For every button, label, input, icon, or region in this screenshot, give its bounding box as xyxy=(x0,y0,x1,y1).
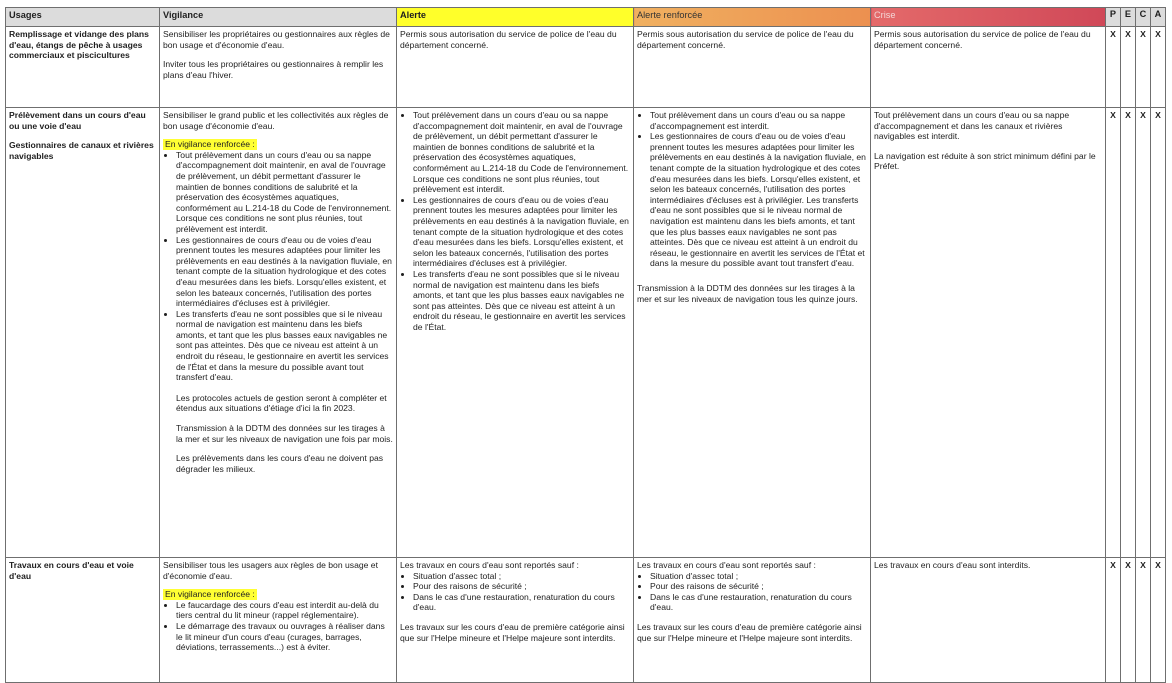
mark-c: X xyxy=(1136,108,1151,558)
paragraph: Les travaux sur les cours d'eau de première catégorie ainsi que sur l'Helpe mineure et l'Helpe majeure sont interdits. xyxy=(637,621,862,643)
header-p: P xyxy=(1106,8,1121,27)
paragraph: Les travaux sur les cours d'eau de première catégorie ainsi que sur l'Helpe mineure et l'Helpe majeure sont interdits. xyxy=(400,621,625,643)
list-item: • Pour des raisons de sécurité ; xyxy=(650,581,867,592)
usage-cell xyxy=(6,108,160,558)
vigilance-cell xyxy=(160,27,397,108)
highlighted-heading: En vigilance renforcée : xyxy=(165,139,255,150)
bullet-list xyxy=(637,110,867,269)
header-alerte: Alerte xyxy=(397,8,634,27)
mark-c: X xyxy=(1136,27,1151,108)
crise-cell xyxy=(871,108,1106,558)
list-item: • Situation d'assec total ; xyxy=(413,571,630,582)
paragraph: Sensibiliser le grand public et les collectivités aux règles de bon usage d'économie d'eau. xyxy=(163,110,389,131)
mark-c: X xyxy=(1136,558,1151,683)
bullet-list xyxy=(400,110,630,332)
list-item: • Les transferts d'eau ne sont possibles que si le niveau normal de navigation est maintenu dans les biefs amonts, et tant que les plus basses eaux navigables ne sont pas atteintes. Dès que ce niveau est atteint à un endroit du réseau, le gestionnaire en avertit les services de l'État et dans la mesure du possible avant tout transfert d'eau. xyxy=(176,309,393,383)
alerte-cell xyxy=(397,558,634,683)
header-alerte-renforcee: Alerte renforcée xyxy=(634,8,871,27)
list-item: • Pour des raisons de sécurité ; xyxy=(413,581,630,592)
header-vigilance: Vigilance xyxy=(160,8,397,27)
list-item: • Les gestionnaires de cours d'eau ou de voies d'eau prennent toutes les mesures adaptées pour limiter les prélèvements en eau destinés à la navigation fluviale, en tenant compte de la situation hydrologique et des cotes d'eau mesurées dans les biefs. Lorsqu'elles existent, et selon les bateaux concernés, l'utilisation des portes intermédiaires d'écluses est à privilégier. xyxy=(413,195,630,269)
crise-cell: Les travaux en cours d'eau sont interdits. xyxy=(871,558,1106,683)
usage-title: Gestionnaires de canaux et rivières navigables xyxy=(9,140,154,161)
restrictions-table xyxy=(5,7,1166,683)
paragraph: Les prélèvements dans les cours d'eau ne doivent pas dégrader les milieux. xyxy=(176,453,384,474)
alerte-cell xyxy=(397,108,634,558)
alerte-renforcee-cell xyxy=(634,108,871,558)
list-item: • Les transferts d'eau ne sont possibles que si le niveau normal de navigation est maintenu dans les biefs amonts, et tant que les plus basses eaux navigables ne sont pas atteintes. Dès que ce niveau est atteint à un endroit du réseau, le gestionnaire en avertit les services de l'État. xyxy=(413,269,630,333)
paragraph: Tout prélèvement dans un cours d'eau ou sa nappe d'accompagnement et dans les canaux et rivières navigables est interdit. xyxy=(874,110,1070,142)
mark-e: X xyxy=(1121,108,1136,558)
paragraph: Transmission à la DDTM des données sur les tirages à la mer et sur les niveaux de navigation une fois par mois. xyxy=(176,423,393,444)
header-usages: Usages xyxy=(6,8,160,27)
table-row xyxy=(6,27,1166,108)
table-row xyxy=(6,558,1166,683)
paragraph: Transmission à la DDTM des données sur les tirages à la mer et sur les niveaux de navigation tous les quinze jours. xyxy=(637,282,858,304)
highlighted-heading: En vigilance renforcée : xyxy=(165,589,255,600)
mark-a: X xyxy=(1151,27,1166,108)
list-item: • Tout prélèvement dans un cours d'eau ou sa nappe d'accompagnement doit maintenir, en aval de l'ouvrage de prélèvement, un débit permettant d'assurer le maintien de bonnes conditions de salubrité et la préservation des écosystèmes aquatiques, conformément au L.214-18 du Code de l'environnement. Lorsque ces conditions ne sont plus réunies, tout prélèvement est interdit. xyxy=(176,150,393,235)
mark-p: X xyxy=(1106,108,1121,558)
table-row xyxy=(6,108,1166,558)
paragraph: Les travaux en cours d'eau sont reportés sauf : xyxy=(400,560,579,570)
bullet-list xyxy=(163,600,393,653)
list-item: • Tout prélèvement dans un cours d'eau ou sa nappe d'accompagnement doit maintenir, en aval de l'ouvrage de prélèvement, un débit permettant d'assurer le maintien de bonnes conditions de salubrité et la préservation des écosystèmes aquatiques, conformément au L.214-18 du Code de l'environnement. Lorsque ces conditions ne sont plus réunies, tout prélèvement est interdit. xyxy=(413,110,630,195)
paragraph: Inviter tous les propriétaires ou gestionnaires à remplir les plans d'eau l'hiver. xyxy=(163,59,384,80)
mark-e: X xyxy=(1121,27,1136,108)
paragraph: La navigation est réduite à son strict minimum défini par le Préfet. xyxy=(874,150,1096,172)
mark-a: X xyxy=(1151,558,1166,683)
paragraph: Sensibiliser tous les usagers aux règles de bon usage et d'économie d'eau. xyxy=(163,560,378,581)
bullet-list xyxy=(400,571,630,613)
bullet-list xyxy=(637,571,867,613)
header-row xyxy=(6,8,1166,27)
mark-p: X xyxy=(1106,27,1121,108)
alerte-cell: Permis sous autorisation du service de police de l'eau du département concerné. xyxy=(397,27,634,108)
alerte-renforcee-cell xyxy=(634,558,871,683)
list-item: • Le faucardage des cours d'eau est interdit au-delà du tiers central du lit mineur (rappel réglementaire). xyxy=(176,600,393,621)
header-e: E xyxy=(1121,8,1136,27)
list-item: • Les gestionnaires de cours d'eau ou de voies d'eau prennent toutes les mesures adaptées pour limiter les prélèvements en eau destinés à la navigation fluviale, en tenant compte de la situation hydrologique et des cotes d'eau mesurées dans les biefs. Lorsqu'elles existent, et selon les bateaux concernés, l'utilisation des portes intermédiaires d'écluses est à privilégier. xyxy=(176,235,393,309)
paragraph: Sensibiliser les propriétaires ou gestionnaires aux règles de bon usage et d'économie d'eau. xyxy=(163,29,390,50)
usage-cell: Remplissage et vidange des plans d'eau, étangs de pêche à usages commerciaux et piscicultures xyxy=(6,27,160,108)
list-item: • Dans le cas d'une restauration, renaturation du cours d'eau. xyxy=(650,592,867,613)
list-item: • Dans le cas d'une restauration, renaturation du cours d'eau. xyxy=(413,592,630,613)
alerte-renforcee-cell: Permis sous autorisation du service de police de l'eau du département concerné. xyxy=(634,27,871,108)
mark-a: X xyxy=(1151,108,1166,558)
list-item: • Le démarrage des travaux ou ouvrages à réaliser dans le lit mineur d'un cours d'eau (curages, barrages, déviations, terrassements...) est à éviter. xyxy=(176,621,393,653)
header-crise: Crise xyxy=(871,8,1106,27)
vigilance-cell xyxy=(160,108,397,558)
usage-title: Prélèvement dans un cours d'eau ou une voie d'eau xyxy=(9,110,146,131)
vigilance-cell xyxy=(160,558,397,683)
header-c: C xyxy=(1136,8,1151,27)
list-item: • Les gestionnaires de cours d'eau ou de voies d'eau prennent toutes les mesures adaptées pour limiter les prélèvements en eau destinés à la navigation fluviale, en tenant compte de la situation hydrologique et des cotes d'eau mesurées dans les biefs. Lorsqu'elles existent, et selon les bateaux concernés, l'utilisation des portes intermédiaires d'écluses est à privilégier. Les transferts d'eau ne sont possibles que si le niveau normal de navigation est maintenu dans les biefs amonts, et tant que les plus basses eaux navigables ne sont pas atteintes. Dès que ce niveau est atteint à un endroit du réseau, le gestionnaire en avertit les services de l'État et dans la mesure du possible avant tout transfert d'eau. xyxy=(650,131,867,269)
mark-e: X xyxy=(1121,558,1136,683)
paragraph: Les protocoles actuels de gestion seront à compléter et étendus aux situations d'étiage d'ici la fin 2023. xyxy=(176,392,387,414)
list-item: • Situation d'assec total ; xyxy=(650,571,867,582)
bullet-list xyxy=(163,150,393,383)
header-a: A xyxy=(1151,8,1166,27)
list-item: • Tout prélèvement dans un cours d'eau ou sa nappe d'accompagnement est interdit. xyxy=(650,110,867,131)
usage-cell: Travaux en cours d'eau et voie d'eau xyxy=(6,558,160,683)
paragraph: Les travaux en cours d'eau sont reportés sauf : xyxy=(637,560,816,570)
mark-p: X xyxy=(1106,558,1121,683)
crise-cell: Permis sous autorisation du service de police de l'eau du département concerné. xyxy=(871,27,1106,108)
